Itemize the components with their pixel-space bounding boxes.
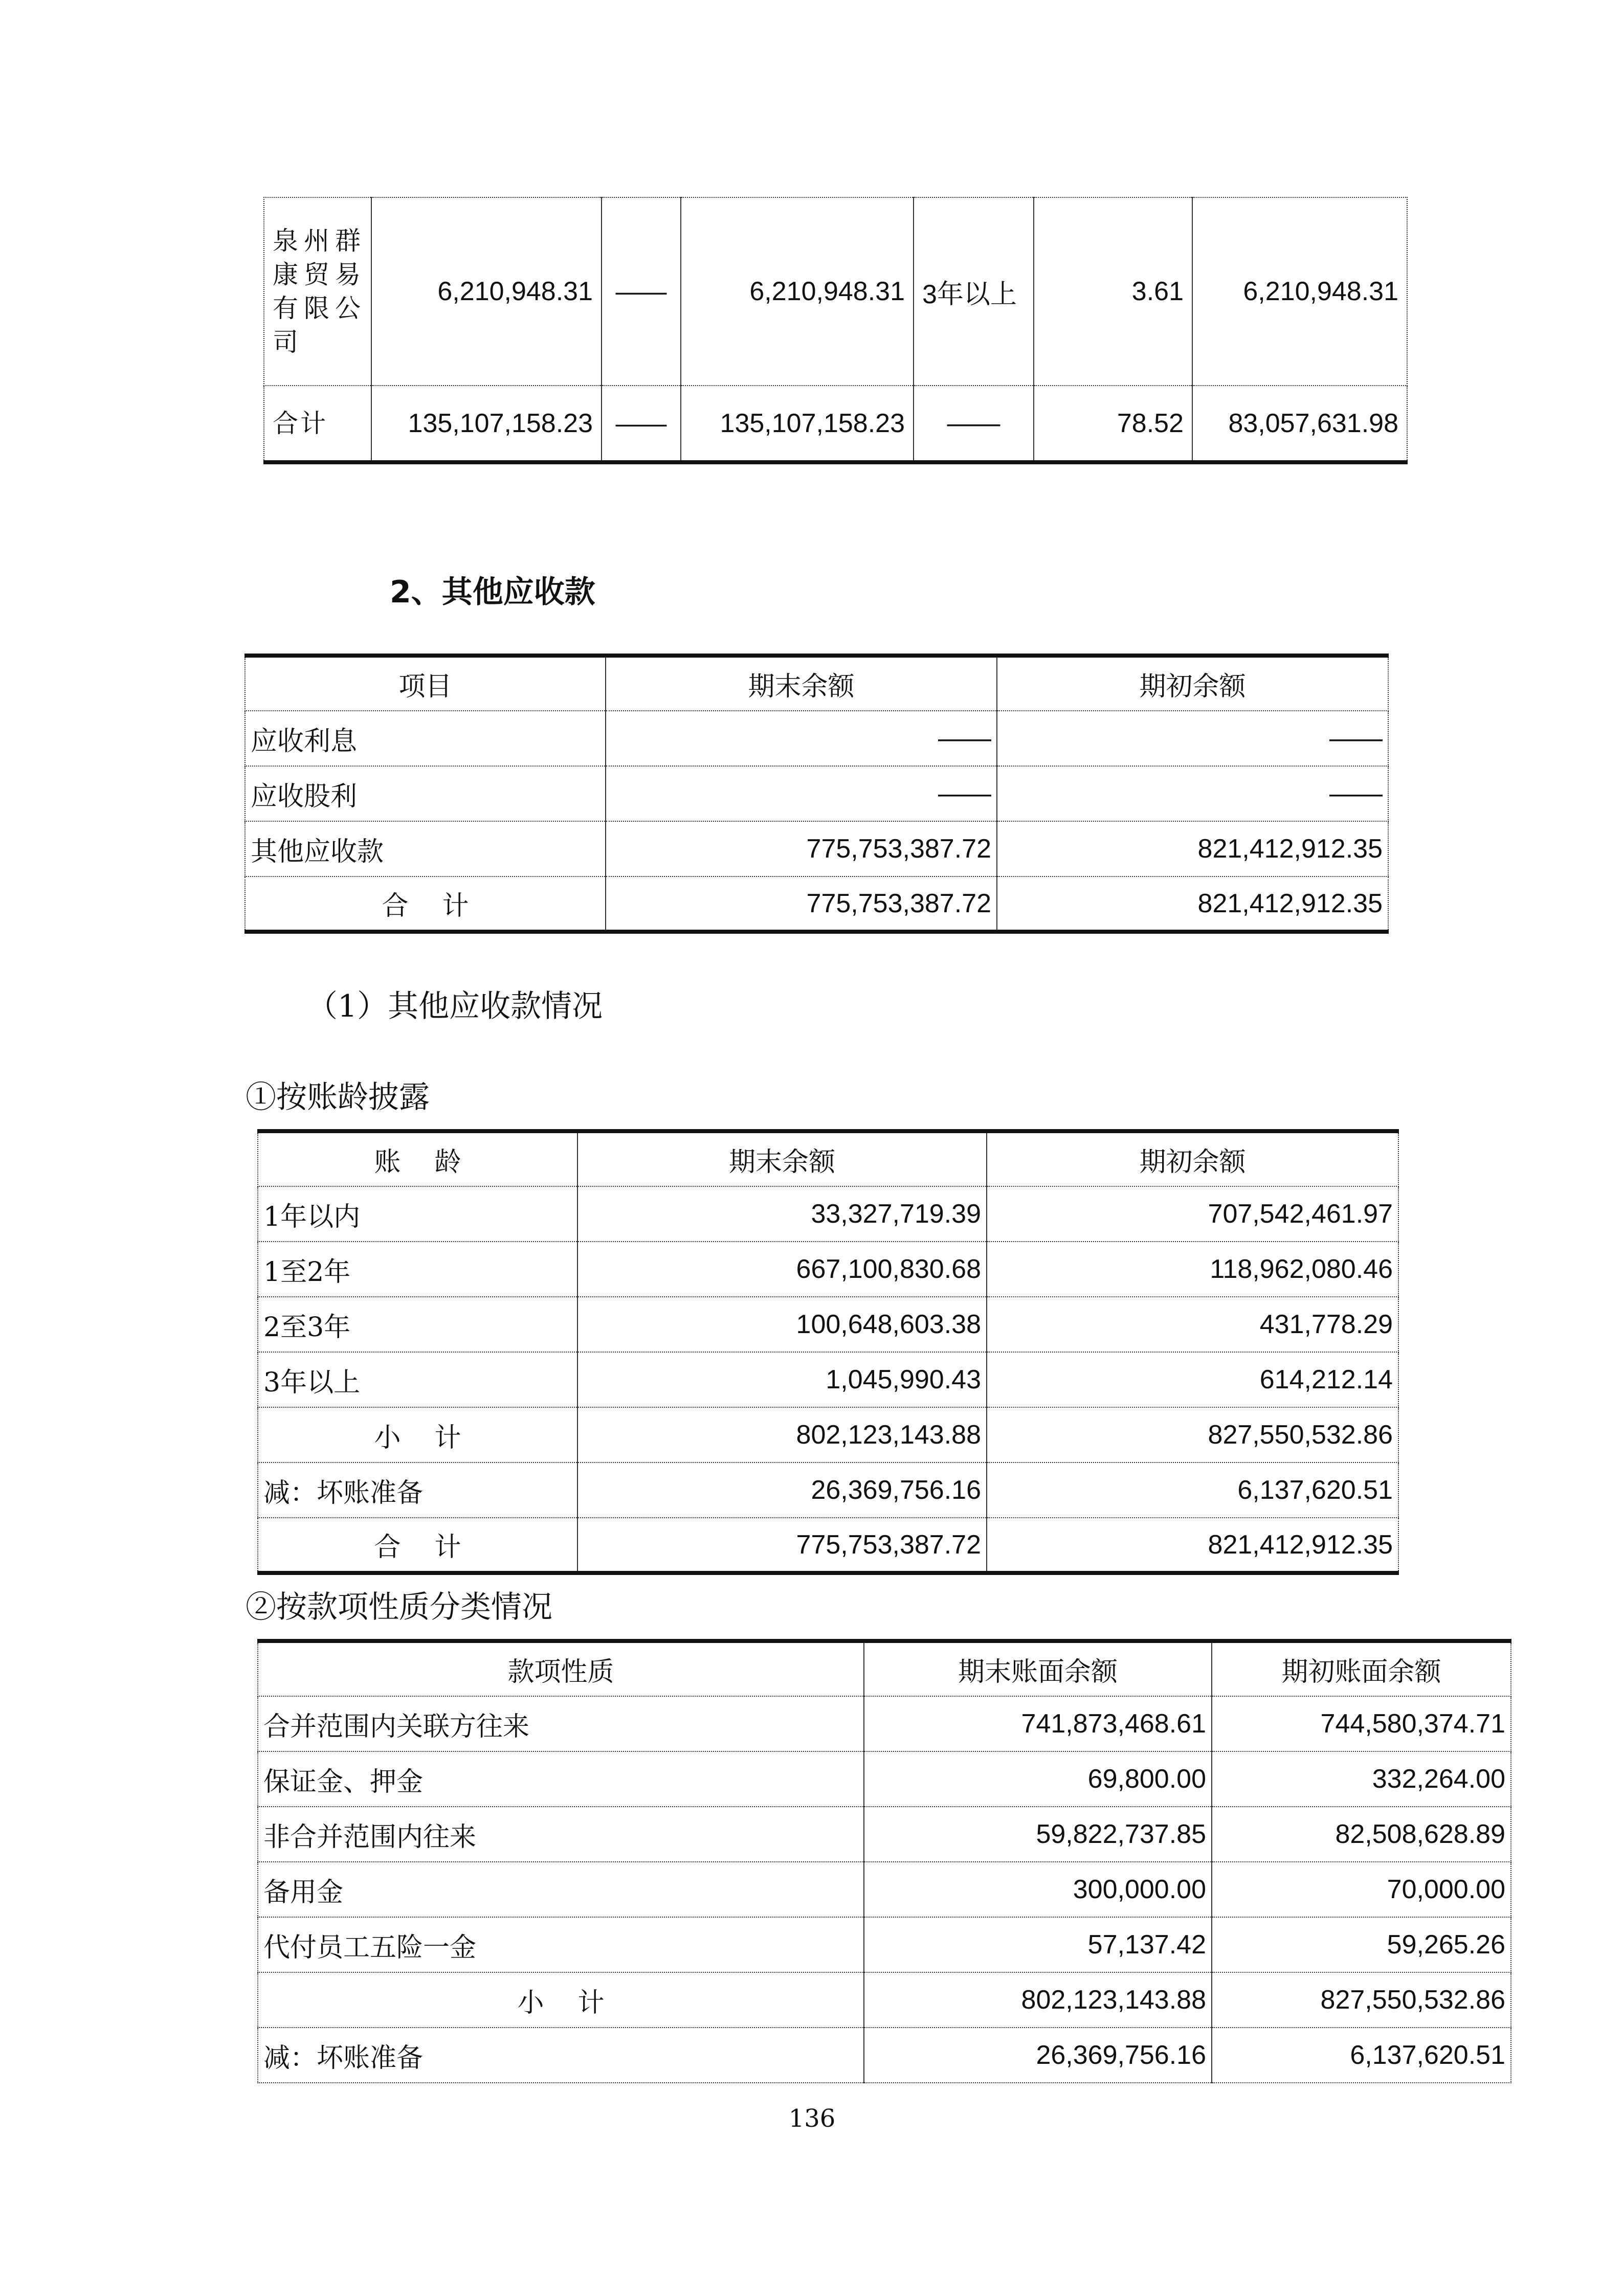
row-label: 合 计	[258, 1518, 577, 1573]
row-label: 应收利息	[245, 711, 606, 766]
table-row	[245, 766, 1388, 821]
end-balance-cell: ——	[606, 711, 997, 766]
aging-table	[257, 1129, 1399, 1575]
table-row	[258, 1297, 1398, 1352]
total-label-cell: 合计	[264, 386, 371, 462]
page-number: 136	[788, 2104, 836, 2133]
end-balance-cell: 26,369,756.16	[577, 1462, 987, 1518]
other-receivables-summary-table	[244, 654, 1389, 934]
amount-cell: 83,057,631.98	[1192, 386, 1407, 462]
row-label: 其他应收款	[245, 821, 606, 876]
row-label: 合 计	[245, 876, 606, 932]
row-label: 小 计	[258, 1972, 864, 2028]
table-row	[258, 2028, 1511, 2083]
end-balance-cell: 1,045,990.43	[577, 1352, 987, 1407]
row-label: 应收股利	[245, 766, 606, 821]
begin-balance-cell: 59,265.26	[1212, 1917, 1511, 1972]
end-balance-cell: 57,137.42	[864, 1917, 1212, 1972]
begin-balance-cell: 827,550,532.86	[987, 1407, 1398, 1462]
end-balance-cell: 59,822,737.85	[864, 1807, 1212, 1862]
subsection-title: （1）其他应收款情况	[307, 988, 603, 1024]
table-row	[245, 821, 1388, 876]
row-label: 1年以内	[258, 1186, 577, 1242]
table-header-row	[245, 656, 1388, 711]
table-row	[258, 1751, 1511, 1807]
row-label: 保证金、押金	[258, 1751, 864, 1807]
begin-balance-cell: 821,412,912.35	[997, 876, 1388, 932]
row-label: 减：坏账准备	[258, 1462, 577, 1518]
nature-title: ②按款项性质分类情况	[246, 1589, 552, 1625]
column-header: 款项性质	[258, 1641, 864, 1696]
table-row	[258, 1352, 1398, 1407]
ratio-cell: 78.52	[1034, 386, 1192, 462]
table-row	[258, 1518, 1398, 1573]
table-row	[258, 1862, 1511, 1917]
row-label: 1至2年	[258, 1242, 577, 1297]
end-balance-cell: 69,800.00	[864, 1751, 1212, 1807]
column-header: 期末余额	[606, 656, 997, 711]
column-header: 账 龄	[258, 1131, 577, 1186]
row-label: 合并范围内关联方往来	[258, 1696, 864, 1751]
table-row	[258, 1972, 1511, 2028]
table-header-row	[258, 1641, 1511, 1696]
begin-balance-cell: 744,580,374.71	[1212, 1696, 1511, 1751]
amount-cell: 6,210,948.31	[1192, 197, 1407, 386]
end-balance-cell: 26,369,756.16	[864, 2028, 1212, 2083]
amount-cell: 6,210,948.31	[681, 197, 914, 386]
column-header: 期末余额	[577, 1131, 987, 1186]
begin-balance-cell: 431,778.29	[987, 1297, 1398, 1352]
section-title: 2、其他应收款	[390, 574, 595, 610]
begin-balance-cell: ——	[997, 711, 1388, 766]
end-balance-cell: ——	[606, 766, 997, 821]
table-row	[264, 197, 1407, 386]
begin-balance-cell: 6,137,620.51	[987, 1462, 1398, 1518]
column-header: 期初余额	[997, 656, 1388, 711]
column-header: 项目	[245, 656, 606, 711]
table-row	[258, 1807, 1511, 1862]
end-balance-cell: 741,873,468.61	[864, 1696, 1212, 1751]
table-row	[258, 1917, 1511, 1972]
begin-balance-cell: 821,412,912.35	[987, 1518, 1398, 1573]
end-balance-cell: 802,123,143.88	[577, 1407, 987, 1462]
table-row	[258, 1462, 1398, 1518]
table-row	[245, 711, 1388, 766]
begin-balance-cell: 614,212.14	[987, 1352, 1398, 1407]
row-label: 备用金	[258, 1862, 864, 1917]
dash-cell: ——	[602, 386, 681, 462]
end-balance-cell: 775,753,387.72	[577, 1518, 987, 1573]
table-row	[264, 386, 1407, 462]
begin-balance-cell: 70,000.00	[1212, 1862, 1511, 1917]
amount-cell: 135,107,158.23	[681, 386, 914, 462]
amount-cell: 135,107,158.23	[371, 386, 602, 462]
end-balance-cell: 775,753,387.72	[606, 876, 997, 932]
column-header: 期末账面余额	[864, 1641, 1212, 1696]
end-balance-cell: 100,648,603.38	[577, 1297, 987, 1352]
table-row	[258, 1696, 1511, 1751]
begin-balance-cell: 332,264.00	[1212, 1751, 1511, 1807]
end-balance-cell: 33,327,719.39	[577, 1186, 987, 1242]
table-row	[245, 876, 1388, 932]
begin-balance-cell: 118,962,080.46	[987, 1242, 1398, 1297]
begin-balance-cell: 82,508,628.89	[1212, 1807, 1511, 1862]
begin-balance-cell: 6,137,620.51	[1212, 2028, 1511, 2083]
row-label: 2至3年	[258, 1297, 577, 1352]
column-header: 期初账面余额	[1212, 1641, 1511, 1696]
begin-balance-cell: 827,550,532.86	[1212, 1972, 1511, 2028]
table-row	[258, 1242, 1398, 1297]
nature-classification-table	[257, 1639, 1511, 2083]
row-label: 减：坏账准备	[258, 2028, 864, 2083]
age-cell: ——	[914, 386, 1034, 462]
amount-cell: 6,210,948.31	[371, 197, 602, 386]
row-label: 小 计	[258, 1407, 577, 1462]
age-cell: 3年以上	[914, 197, 1034, 386]
company-name-cell: 泉州群康贸易有限公司	[264, 197, 371, 386]
row-label: 3年以上	[258, 1352, 577, 1407]
end-balance-cell: 775,753,387.72	[606, 821, 997, 876]
begin-balance-cell: 707,542,461.97	[987, 1186, 1398, 1242]
ratio-cell: 3.61	[1034, 197, 1192, 386]
begin-balance-cell: ——	[997, 766, 1388, 821]
end-balance-cell: 667,100,830.68	[577, 1242, 987, 1297]
column-header: 期初余额	[987, 1131, 1398, 1186]
end-balance-cell: 300,000.00	[864, 1862, 1212, 1917]
top-continuation-table	[263, 197, 1408, 464]
dash-cell: ——	[602, 197, 681, 386]
table-row	[258, 1407, 1398, 1462]
end-balance-cell: 802,123,143.88	[864, 1972, 1212, 2028]
aging-title: ①按账龄披露	[246, 1079, 430, 1115]
table-row	[258, 1186, 1398, 1242]
table-header-row	[258, 1131, 1398, 1186]
row-label: 非合并范围内往来	[258, 1807, 864, 1862]
begin-balance-cell: 821,412,912.35	[997, 821, 1388, 876]
row-label: 代付员工五险一金	[258, 1917, 864, 1972]
